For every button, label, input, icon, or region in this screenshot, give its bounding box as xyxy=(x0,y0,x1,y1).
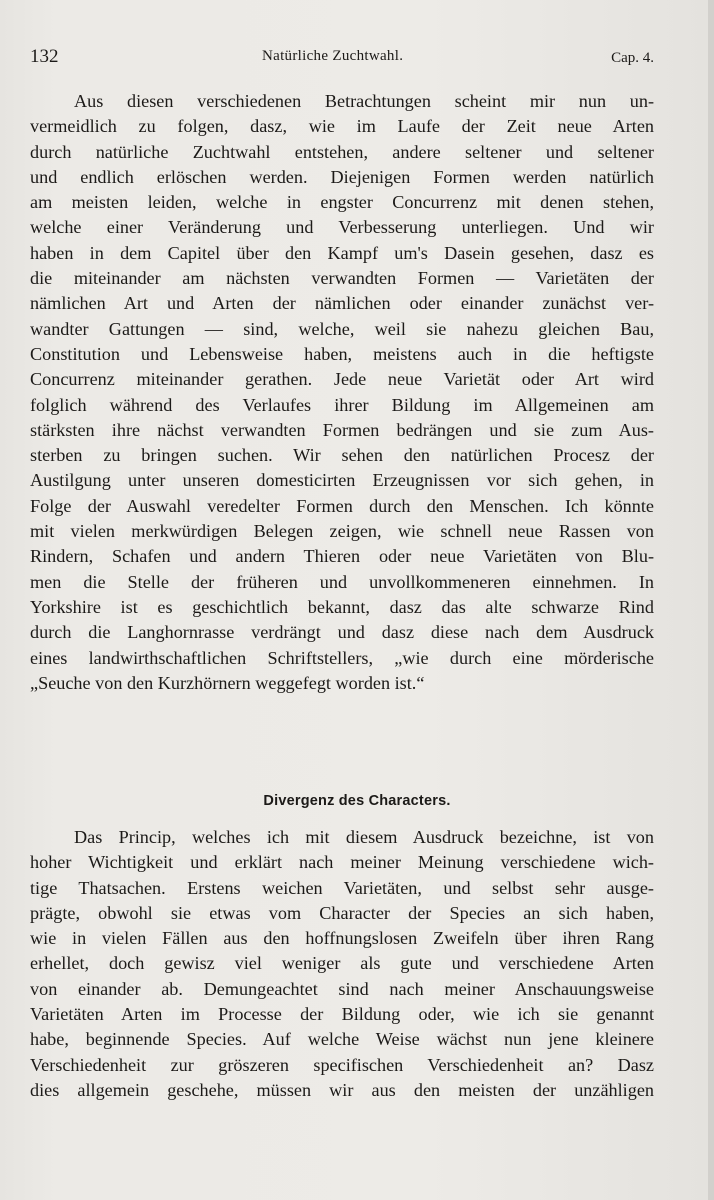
text-line: nämlichen Art und Arten der nämlichen oder einander zunächst ver- xyxy=(30,293,654,314)
paragraph-1 xyxy=(30,89,654,696)
running-title: Natürliche Zuchtwahl. xyxy=(262,48,404,64)
text-line: Folge der Auswahl veredelter Formen durch den Menschen. Ich könnte xyxy=(30,495,654,516)
text-line: durch natürliche Zuchtwahl entstehen, andere seltener und seltener xyxy=(30,141,654,162)
text-line: erhellet, doch gewisz viel weniger als gute und verschiedene Arten xyxy=(30,953,654,974)
page-header xyxy=(30,46,654,70)
text-line: prägte, obwohl sie etwas vom Character der Species an sich haben, xyxy=(30,902,654,923)
text-line: tige Thatsachen. Erstens weichen Varietäten, und selbst sehr ausge- xyxy=(30,877,654,898)
text-line: Constitution und Lebensweise haben, meistens auch in die heftigste xyxy=(30,343,654,364)
text-line: stärksten ihre nächst verwandten Formen bedrängen und sie zum Aus- xyxy=(30,419,654,440)
section-heading: Divergenz des Characters. xyxy=(263,793,451,809)
text-line: „Seuche von den Kurzhörnern weggefegt worden ist.“ xyxy=(30,672,425,693)
text-line: Aus diesen verschiedenen Betrachtungen scheint mir nun un- xyxy=(74,91,654,111)
chapter-label: Cap. 4. xyxy=(611,50,654,66)
text-line: Rindern, Schafen und andern Thieren oder neue Varietäten von Blu- xyxy=(30,546,654,567)
text-line: sterben zu bringen suchen. Wir sehen den natürlichen Procesz der xyxy=(30,445,654,466)
text-line: habe, beginnende Species. Auf welche Weise wächst nun jene kleinere xyxy=(30,1029,654,1050)
text-line: Yorkshire ist es geschichtlich bekannt, dasz das alte schwarze Rind xyxy=(30,596,654,617)
page-edge xyxy=(708,0,714,1200)
text-line: Concurrenz miteinander gerathen. Jede neue Varietät oder Art wird xyxy=(30,369,654,390)
text-line: eines landwirthschaftlichen Schriftstellers, „wie durch eine mörderische xyxy=(30,647,654,668)
text-line: Verschiedenheit zur gröszeren specifischen Verschiedenheit an? Dasz xyxy=(30,1054,654,1075)
text-line: Das Princip, welches ich mit diesem Ausdruck bezeichne, ist von xyxy=(74,827,654,847)
text-line: men die Stelle der früheren und unvollkommeneren einnehmen. In xyxy=(30,571,654,592)
text-line: mit vielen merkwürdigen Belegen zeigen, wie schnell neue Rassen von xyxy=(30,521,654,542)
text-line: welche einer Veränderung und Verbesserung unterliegen. Und wir xyxy=(30,217,654,238)
text-line: vermeidlich zu folgen, dasz, wie im Laufe der Zeit neue Arten xyxy=(30,116,654,137)
page-number: 132 xyxy=(30,46,59,67)
text-line: durch die Langhornrasse verdrängt und dasz diese nach dem Ausdruck xyxy=(30,622,654,643)
text-line: Varietäten Arten im Processe der Bildung oder, wie ich sie genannt xyxy=(30,1004,654,1025)
text-line: dies allgemein geschehe, müssen wir aus den meisten der unzähligen xyxy=(30,1079,654,1100)
text-line: wie in vielen Fällen aus den hoffnungslosen Zweifeln über ihren Rang xyxy=(30,928,654,949)
text-line: Austilgung unter unseren domesticirten Erzeugnissen vor sich gehen, in xyxy=(30,470,654,491)
text-line: wandter Gattungen — sind, welche, weil sie nahezu gleichen Bau, xyxy=(30,318,654,339)
text-line: am meisten leiden, welche in engster Concurrenz mit denen stehen, xyxy=(30,192,654,213)
text-line: und endlich erlöschen werden. Diejenigen Formen werden natürlich xyxy=(30,166,654,187)
text-line: folglich während des Verlaufes ihrer Bildung im Allgemeinen am xyxy=(30,394,654,415)
paragraph-2 xyxy=(30,825,654,1103)
text-line: von einander ab. Demungeachtet sind nach meiner Anschauungsweise xyxy=(30,978,654,999)
text-line: haben in dem Capitel über den Kampf um's Dasein gesehen, dasz es xyxy=(30,242,654,263)
text-line: hoher Wichtigkeit und erklärt nach meiner Meinung verschiedene wich- xyxy=(30,852,654,873)
text-line: die miteinander am nächsten verwandten Formen — Varietäten der xyxy=(30,268,654,289)
